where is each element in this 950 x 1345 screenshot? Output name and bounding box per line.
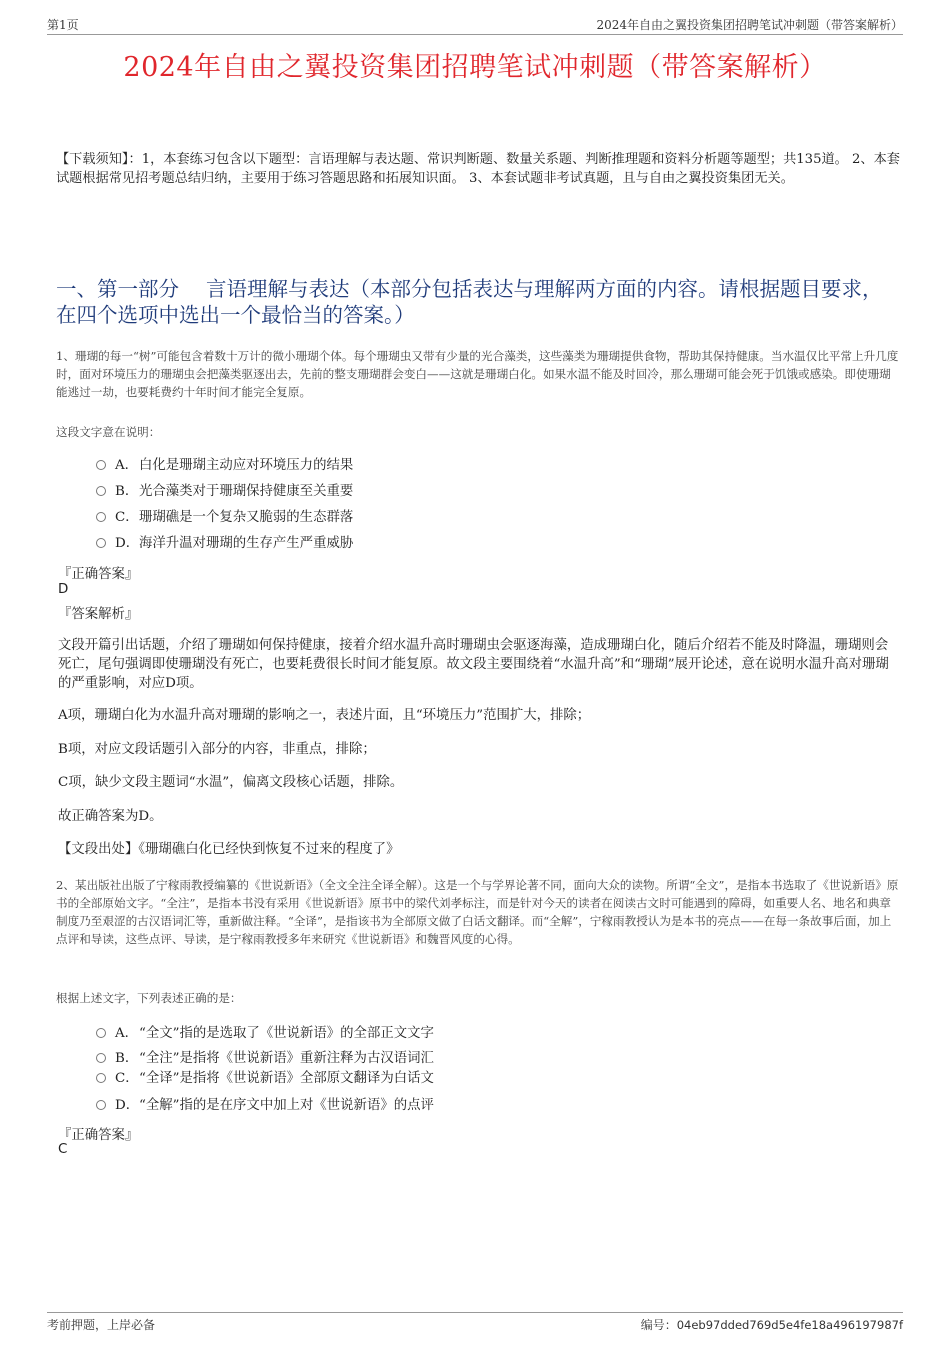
question-1-option-a[interactable]: A．白化是珊瑚主动应对环境压力的结果 xyxy=(96,456,353,476)
radio-icon[interactable] xyxy=(96,1073,106,1083)
footer-code xyxy=(641,1316,903,1333)
question-1-analysis-b: B项，对应文段话题引入部分的内容，非重点，排除； xyxy=(58,742,376,757)
footer-slogan: 考前押题，上岸必备 xyxy=(47,1318,156,1332)
download-notice: 【下载须知】：1，本套练习包含以下题型：言语理解与表达题、常识判断题、数量关系题、判断推理题和资料分析题等题型；共135道。 2、本套试题根据常见招考题总结归纳，主要用于练习答题思路和拓展知识面。 3、本套试题非考试真题，且与自由之翼投资集团无关。 xyxy=(56,152,900,186)
question-1-prompt: 这段文字意在说明： xyxy=(56,425,161,439)
radio-icon[interactable] xyxy=(96,486,106,496)
section-title: 一、第一部分 言语理解与表达（本部分包括表达与理解两方面的内容。请根据题目要求，在四个选项中选出一个最恰当的答案。） xyxy=(56,277,883,327)
page-footer xyxy=(47,1312,903,1333)
radio-icon[interactable] xyxy=(96,1100,106,1110)
question-2-answer: C xyxy=(58,1142,68,1157)
radio-icon[interactable] xyxy=(96,1028,106,1038)
radio-icon[interactable] xyxy=(96,460,106,470)
question-1-analysis-conclusion: 故正确答案为D。 xyxy=(58,809,163,824)
radio-icon[interactable] xyxy=(96,512,106,522)
footer-code-value: 04eb97dded769d5e4fe18a496197987f xyxy=(676,1318,903,1332)
page-number: 第1页 xyxy=(47,18,79,32)
page-header xyxy=(47,14,903,35)
question-1-analysis-c: C项，缺少文段主题词“水温”，偏离文段核心话题，排除。 xyxy=(58,775,404,790)
question-2-prompt: 根据上述文字，下列表述正确的是： xyxy=(56,991,242,1005)
document-title: 2024年自由之翼投资集团招聘笔试冲刺题（带答案解析） xyxy=(123,52,827,83)
question-2-option-a[interactable]: A．“全文”指的是选取了《世说新语》的全部正文文字 xyxy=(96,1024,434,1044)
question-1-answer: D xyxy=(58,582,69,597)
question-2-passage: 2、某出版社出版了宁稼雨教授编纂的《世说新语》（全文全注全译全解）。这是一个与学界论著不同，面向大众的读物。所谓“全文”，是指本书选取了《世说新语》原书的全部原始文字。“全注”，是指本书没有采用《世说新语》原书中的梁代刘孝标注，而是针对今天的读者在阅读古文时可能遇到的障碍，如重要人名、地名和典章制度乃至艰涩的古汉语词汇等，重新做注释。“全译”，是指该书为全部原文做了白话文翻译。而“全解”，宁稼雨教授认为是本书的亮点——在每一条故事后面，加上点评和导读，这些点评、导读，是宁稼雨教授多年来研究《世说新语》和魏晋风度的心得。 xyxy=(56,878,899,946)
question-2-option-b[interactable]: B．“全注”是指将《世说新语》重新注释为古汉语词汇 xyxy=(96,1049,434,1069)
question-1-analysis-paragraph: 文段开篇引出话题，介绍了珊瑚如何保持健康，接着介绍水温升高时珊瑚虫会驱逐海藻，造成珊瑚白化，随后介绍若不能及时降温，珊瑚则会死亡，尾句强调即使珊瑚没有死亡，也要耗费很长时间才能复原。故文段主要围绕着“水温升高”和“珊瑚”展开论述，意在说明水温升高对珊瑚的严重影响，对应D项。 xyxy=(58,638,889,691)
header-doc-title: 2024年自由之翼投资集团招聘笔试冲刺题（带答案解析） xyxy=(596,18,903,32)
question-1-option-b[interactable]: B．光合藻类对于珊瑚保持健康至关重要 xyxy=(96,482,353,502)
radio-icon[interactable] xyxy=(96,538,106,548)
question-1-option-d[interactable]: D．海洋升温对珊瑚的生存产生严重威胁 xyxy=(96,534,353,554)
question-1-analysis-label: 『答案解析』 xyxy=(58,607,139,622)
question-1-source: 【文段出处】《珊瑚礁白化已经快到恢复不过来的程度了》 xyxy=(58,842,400,857)
radio-icon[interactable] xyxy=(96,1053,106,1063)
question-1-answer-label: 『正确答案』 xyxy=(58,567,139,582)
question-2-answer-label: 『正确答案』 xyxy=(58,1128,139,1143)
question-2-option-d[interactable]: D．“全解”指的是在序文中加上对《世说新语》的点评 xyxy=(96,1096,434,1116)
question-2-option-c[interactable]: C．“全译”是指将《世说新语》全部原文翻译为白话文 xyxy=(96,1069,434,1089)
question-1-option-c[interactable]: C．珊瑚礁是一个复杂又脆弱的生态群落 xyxy=(96,508,353,528)
question-1-analysis-a: A项，珊瑚白化为水温升高对珊瑚的影响之一，表述片面，且“环境压力”范围扩大，排除； xyxy=(58,708,591,723)
question-1-passage: 1、珊瑚的每一“树”可能包含着数十万计的微小珊瑚个体。每个珊瑚虫又带有少量的光合藻类，这些藻类为珊瑚提供食物，帮助其保持健康。当水温仅比平常上升几度时，面对环境压力的珊瑚虫会把藻类驱逐出去，先前的整支珊瑚群会变白——这就是珊瑚白化。如果水温不能及时回冷，那么珊瑚可能会死于饥饿或感染。即使珊瑚能逃过一劫，也要耗费约十年时间才能完全复原。 xyxy=(56,349,899,399)
footer-code-label: 编号： xyxy=(640,1318,677,1332)
